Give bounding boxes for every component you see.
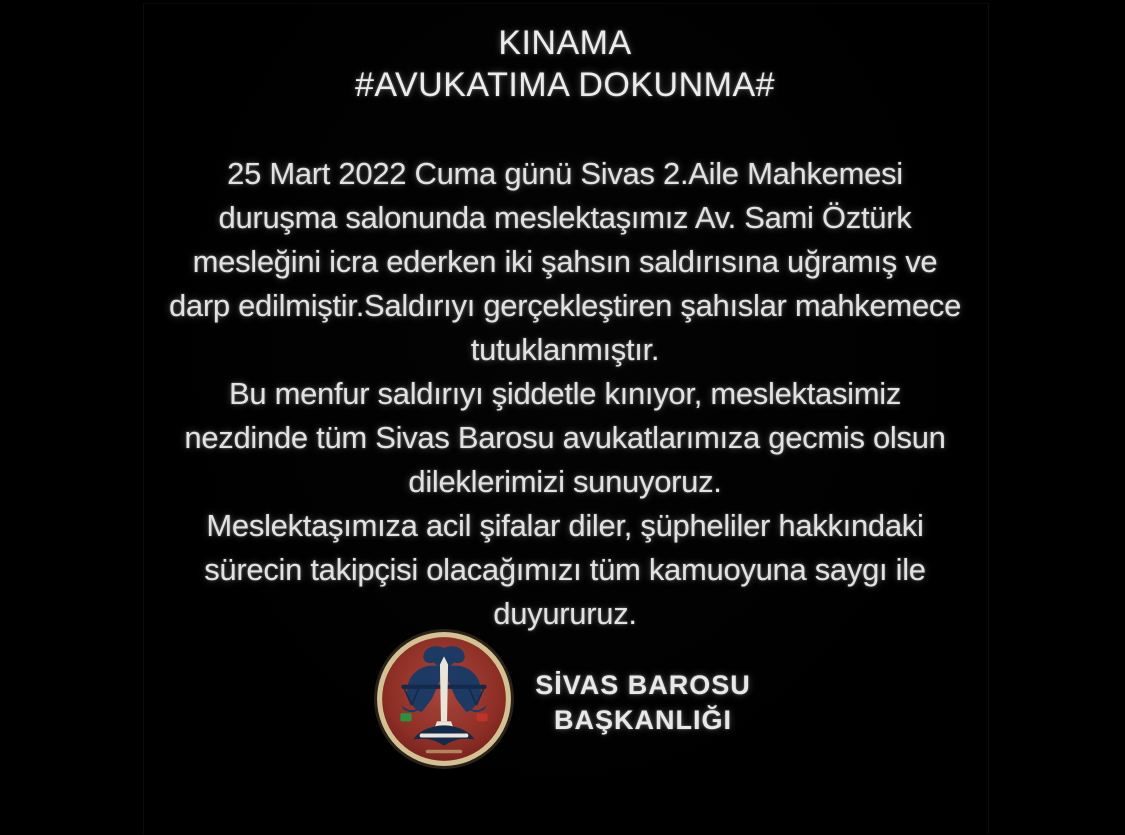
- statement-line: nezdinde tüm Sivas Barosu avukatlarımıza gecmis olsun: [184, 420, 946, 455]
- signature-text: [523, 668, 763, 738]
- statement-line: sürecin takipçisi olacağımızı tüm kamuoyuna saygı ile: [204, 552, 926, 587]
- emblem-caption-band: [426, 750, 463, 754]
- title-line-kinama: KINAMA: [498, 24, 632, 62]
- signature-org-line1: SİVAS BAROSU: [535, 670, 751, 700]
- title-line-hashtag: #AVUKATIMA DOKUNMA#: [354, 66, 776, 104]
- statement-line: tutuklanmıştır.: [470, 332, 660, 367]
- title-block: [143, 22, 987, 106]
- signature-org-line2: BAŞKANLIĞI: [554, 705, 732, 735]
- statement-line: Bu menfur saldırıyı şiddetle kınıyor, meslektasimiz: [228, 376, 902, 411]
- signature-block: [373, 628, 793, 778]
- statement-line: 25 Mart 2022 Cuma günü Sivas 2.Aile Mahkemesi: [227, 156, 903, 191]
- statement-text: [65, 152, 1065, 636]
- statement-line: dileklerimizi sunuyoruz.: [408, 464, 722, 499]
- statement-line: darp edilmiştir.Saldırıyı gerçekleştiren şahıslar mahkemece: [168, 288, 962, 323]
- statement-line: Meslektaşımıza acil şifalar diler, şüpheliler hakkındaki: [206, 508, 924, 543]
- statement-line: duyururuz.: [493, 596, 637, 631]
- sivas-barosu-emblem-logo: [373, 628, 515, 770]
- statement-line: mesleğini icra ederken iki şahsın saldırısına uğramış ve: [192, 244, 938, 279]
- statement-line: duruşma salonunda meslektaşımız Av. Sami Öztürk: [218, 200, 912, 235]
